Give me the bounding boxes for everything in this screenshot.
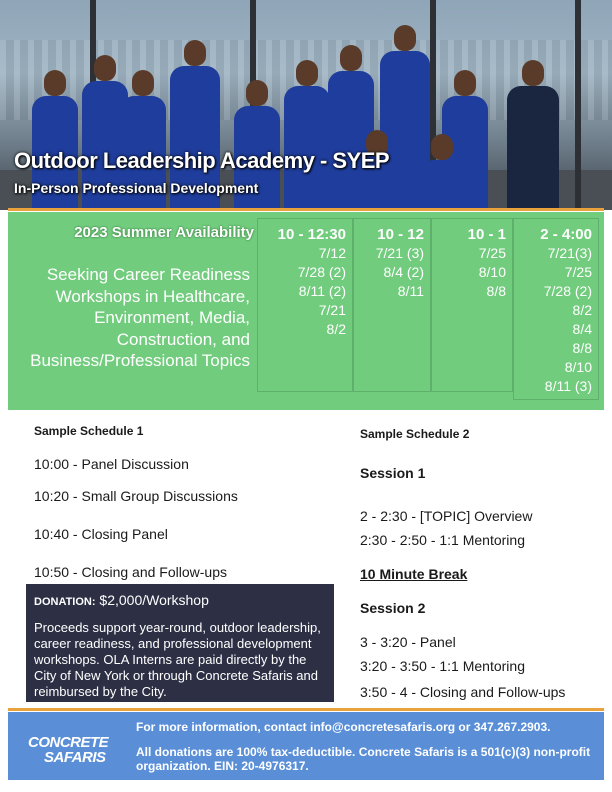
page-title: Outdoor Leadership Academy - SYEP <box>14 148 390 173</box>
date-item: 7/21(3) <box>547 245 592 261</box>
page-subtitle: In-Person Professional Development <box>14 180 259 196</box>
break-heading: 10 Minute Break <box>360 566 468 582</box>
schedule1-item: 10:50 - Closing and Follow-ups <box>34 564 227 580</box>
time-column <box>353 218 431 392</box>
footer-tax-info: All donations are 100% tax-deductible. Concrete Safaris is a 501(c)(3) non-profit organization. EIN: 20-4976317. <box>136 745 591 773</box>
accent-rule <box>8 708 604 711</box>
date-item: 7/25 <box>478 245 506 261</box>
time-column <box>431 218 513 392</box>
person-figure <box>505 60 561 210</box>
schedule2-item: 3:20 - 3:50 - 1:1 Mentoring <box>360 658 525 674</box>
schedule1-item: 10:00 - Panel Discussion <box>34 456 189 472</box>
time-slot-label: 10 - 12 <box>377 226 424 243</box>
time-column <box>513 218 599 400</box>
accent-rule <box>8 208 604 211</box>
date-item: 8/8 <box>572 340 592 356</box>
schedule2-item: 3 - 3:20 - Panel <box>360 634 456 650</box>
date-item: 7/28 (2) <box>543 283 592 299</box>
date-item: 8/2 <box>326 321 346 337</box>
time-slot-label: 10 - 1 <box>467 226 506 243</box>
hero-photo <box>0 0 612 210</box>
person-figure <box>282 60 332 210</box>
date-item: 8/4 <box>572 321 592 337</box>
schedule1-item: 10:40 - Closing Panel <box>34 526 168 542</box>
window-frame <box>575 0 581 210</box>
schedule1-heading: Sample Schedule 1 <box>34 424 144 438</box>
footer-contact: For more information, contact info@concretesafaris.org or 347.267.2903. <box>136 720 551 734</box>
time-slot-label: 10 - 12:30 <box>277 226 346 243</box>
logo-line1: CONCRETE <box>28 734 109 751</box>
date-item: 7/25 <box>564 264 592 280</box>
date-item: 7/21 (3) <box>375 245 424 261</box>
schedule2-item: 2 - 2:30 - [TOPIC] Overview <box>360 508 533 524</box>
date-item: 8/8 <box>486 283 506 299</box>
availability-description: Seeking Career Readiness Workshops in Healthcare, Environment, Media, Construction, and Business/Professional Topics <box>30 265 250 370</box>
date-item: 8/4 (2) <box>383 264 424 280</box>
session1-heading: Session 1 <box>360 465 426 481</box>
date-item: 7/28 (2) <box>297 264 346 280</box>
date-item: 8/11 <box>397 283 424 299</box>
availability-heading: 2023 Summer Availability <box>74 224 254 241</box>
date-item: 7/21 <box>318 302 346 318</box>
donation-amount: $2,000/Workshop <box>99 592 209 608</box>
donation-label: DONATION: <box>34 596 96 608</box>
date-item: 8/11 (3) <box>544 378 592 394</box>
donation-text: Proceeds support year-round, outdoor leadership, career readiness, and professional development workshops. OLA Interns are paid directly by the City of New York or through Concrete Safaris and reimbursed by the City. <box>34 620 321 699</box>
session2-heading: Session 2 <box>360 600 426 616</box>
person-figure <box>420 134 464 210</box>
date-item: 8/11 (2) <box>298 283 346 299</box>
schedule1-item: 10:20 - Small Group Discussions <box>34 488 238 504</box>
donation-box <box>26 584 334 702</box>
logo-line2: SAFARIS <box>44 749 106 766</box>
date-item: 8/10 <box>564 359 592 375</box>
date-item: 8/10 <box>478 264 506 280</box>
schedule2-heading: Sample Schedule 2 <box>360 427 470 441</box>
time-slot-label: 2 - 4:00 <box>540 226 592 243</box>
date-item: 7/12 <box>318 245 346 261</box>
date-item: 8/2 <box>572 302 592 318</box>
schedule2-item: 3:50 - 4 - Closing and Follow-ups <box>360 684 566 700</box>
schedule2-item: 2:30 - 2:50 - 1:1 Mentoring <box>360 532 525 548</box>
time-column <box>257 218 353 392</box>
